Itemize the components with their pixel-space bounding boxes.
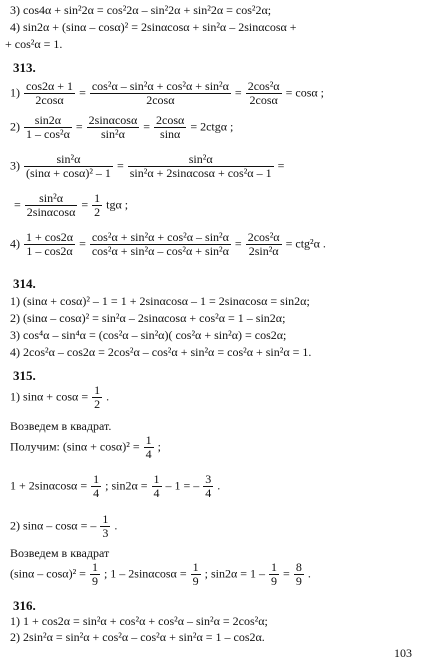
p315-l3-frac1: $\frac{1}{4}$	[93, 472, 100, 500]
p315-l5-frac2: $\frac{1}{9}$	[192, 560, 199, 588]
p313-l2-frac3: $\frac{2\cos\alpha}{\sin\alpha}$	[156, 113, 185, 141]
p315-l4-frac: $\frac{1}{3}$	[102, 512, 109, 540]
p316-line-2: 2) 2sin²α = sin²α + cos²α – cos²α + sin²α = 1 – cos2α.	[10, 630, 265, 644]
p313-l4-frac2: $\frac{\text{cos²α + sin²α + cos²α – sin²α}}{\text{cos²α + sin²α – cos²α + sin²α}}$	[91, 230, 229, 258]
p315-l5-frac4: $\frac{8}{9}$	[295, 560, 302, 588]
p313-l1-frac3: $\frac{\text{2cos²α}}{2\cos\alpha}$	[247, 79, 280, 107]
p315-line-3: 1 + 2sinαcosα = $\frac{1}{4}$ ; sin2α = $\frac{1}{4}$ – 1 = – $\frac{3}{4}$ .	[10, 472, 221, 500]
p315-line-5: (sinα – cosα)² = $\frac{1}{9}$ ; 1 – 2sinαcosα = $\frac{1}{9}$ ; sin2α = 1 – $\frac{1}{9}$ = $\frac{8}{9}$ .	[10, 560, 311, 588]
p313-l2-frac2: $\frac{2\sin\alpha\cos\alpha}{\text{sin²α}}$	[88, 113, 138, 141]
p314-line-4: 4) 2cos²α – cos2α = 2cos²α – cos²α + sin²α = cos²α + sin²α = 1.	[10, 345, 312, 359]
prev-line-4a: 4) sin2α + (sinα – cosα)² = 2sinαcosα + sin²α – 2sinαcosα +	[10, 20, 297, 34]
p315-line-2: Получим: (sinα + cosα)² = $\frac{1}{4}$ ;	[10, 433, 161, 461]
p313-l3b-frac2: $\frac{1}{2}$	[94, 191, 101, 219]
p314-line-1: 1) (sinα + cosα)² – 1 = 1 + 2sinαcosα – 1 = 2sinαcosα = sin2α;	[10, 294, 310, 308]
prev-line-4b: + cos²α = 1.	[5, 37, 63, 51]
p313-line-3b: = $\frac{\text{sin²α}}{2\sin\alpha\cos\alpha}$ = $\frac{1}{2}$ tgα ;	[14, 191, 129, 219]
p314-line-3: 3) cos⁴α – sin⁴α = (cos²α – sin²α)( cos²α + sin²α) = cos2α;	[10, 328, 287, 342]
p316-line-1: 1) 1 + cos2α = sin²α + cos²α + cos²α – sin²α = 2cos²α;	[10, 614, 268, 628]
p315-l5-frac1: $\frac{1}{9}$	[91, 560, 98, 588]
p313-l1-label: 1)	[10, 85, 20, 100]
p315-line-1: 1) sinα + cosα = $\frac{1}{2}$ .	[10, 383, 110, 411]
problem-315-number: 315.	[13, 368, 36, 383]
problem-313-number: 313.	[13, 60, 36, 75]
p313-line-3: 3) $\frac{\text{sin²α}}{\text{(sinα + cosα)² – 1}}$ = $\frac{\text{sin²α}}{\text{sin²α + 2sinαcosα + cos²α – 1}}$ =	[10, 152, 285, 180]
p313-l2-frac1: $\frac{\sin 2\alpha}{\text{1 – cos²α}}$	[26, 113, 70, 141]
p313-line-1: 1) $\frac{\cos 2\alpha + 1}{2\cos\alpha}$ = $\frac{\text{cos²α – sin²α + cos²α + sin²α}}{2\cos\alpha}$ = $\frac{\text{2cos²α}}{2\cos\alpha}$ = cosα ;	[10, 79, 324, 107]
page-number: 103	[394, 646, 412, 660]
p315-text-1: Возведем в квадрат.	[10, 419, 112, 433]
p315-l2-frac: $\frac{1}{4}$	[145, 433, 152, 461]
p313-line-2: 2) $\frac{\sin 2\alpha}{\text{1 – cos²α}}$ = $\frac{2\sin\alpha\cos\alpha}{\text{sin²α}}$ = $\frac{2\cos\alpha}{\sin\alpha}$ = 2ctgα ;	[10, 113, 234, 141]
prev-line-3: 3) cos4α + sin²2α = cos²2α – sin²2α + sin²2α = cos²2α;	[10, 3, 272, 17]
p313-l4-frac3: $\frac{\text{2cos²α}}{\text{2sin²α}}$	[247, 230, 280, 258]
p313-l3-frac1: $\frac{\text{sin²α}}{\text{(sinα + cosα)² – 1}}$	[26, 152, 111, 180]
p315-l3-frac2: $\frac{1}{4}$	[153, 472, 160, 500]
problem-316-number: 316.	[13, 598, 36, 613]
p315-l5-frac3: $\frac{1}{9}$	[271, 560, 278, 588]
p313-line-4: 4) $\frac{1 + \cos 2\alpha}{1 - \cos 2\alpha}$ = $\frac{\text{cos²α + sin²α + cos²α – sin²α}}{\text{cos²α + sin²α – cos²α + sin²α}}$ = $\frac{\text{2cos²α}}{\text{2sin²α}}$ = ctg²α .	[10, 230, 326, 258]
p315-l1-frac: $\frac{1}{2}$	[94, 383, 101, 411]
p315-line-4: 2) sinα – cosα = – $\frac{1}{3}$ .	[10, 512, 118, 540]
p314-line-2: 2) (sinα – cosα)² = sin²α – 2sinαcosα + cos²α = 1 – sin2α;	[10, 311, 286, 325]
p313-l1-frac2: $\frac{\text{cos²α – sin²α + cos²α + sin²α}}{2\cos\alpha}$	[91, 79, 229, 107]
problem-314-number: 314.	[13, 276, 36, 291]
p315-text-2: Возведем в квадрат	[10, 546, 110, 560]
p313-l1-frac1: $\frac{\cos 2\alpha + 1}{2\cos\alpha}$	[26, 79, 74, 107]
p313-l3b-frac1: $\frac{\text{sin²α}}{2\sin\alpha\cos\alpha}$	[26, 191, 76, 219]
p313-l3-frac2: $\frac{\text{sin²α}}{\text{sin²α + 2sinαcosα + cos²α – 1}}$	[129, 152, 272, 180]
p315-l3-frac3: $\frac{3}{4}$	[205, 472, 212, 500]
p313-l4-frac1: $\frac{1 + \cos 2\alpha}{1 - \cos 2\alpha}$	[26, 230, 74, 258]
